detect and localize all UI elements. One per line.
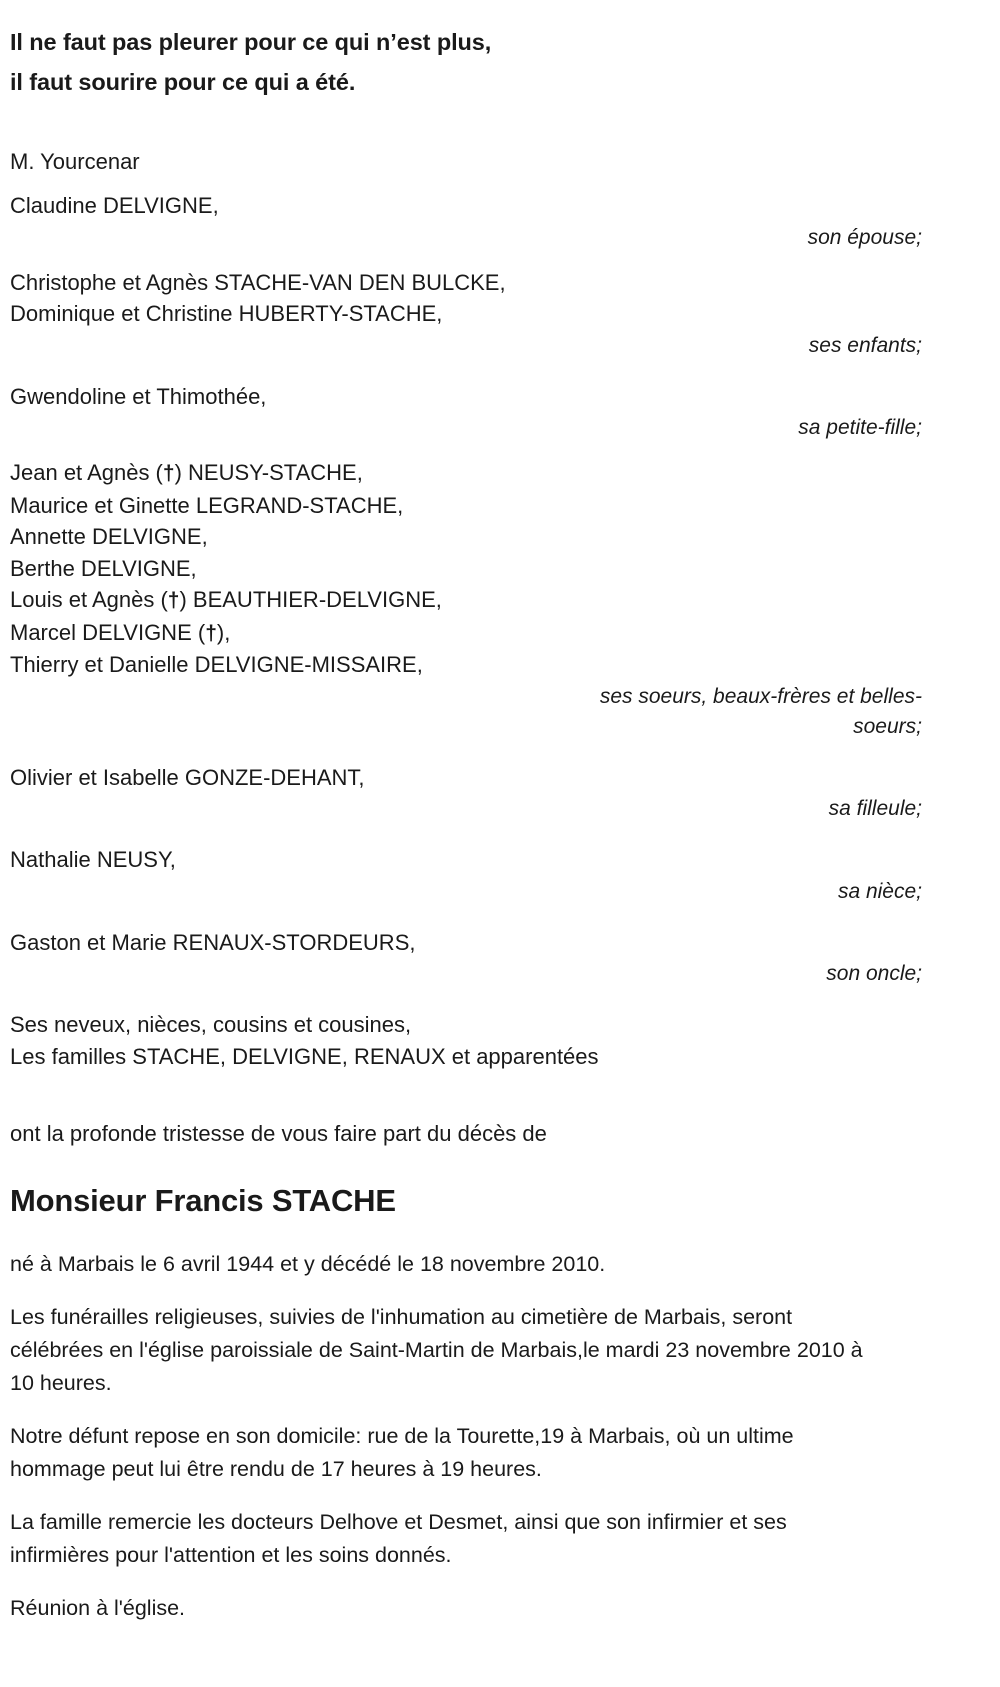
dagger-icon: †	[205, 621, 217, 645]
roster-name-line: Louis et Agnès (†) BEAUTHIER-DELVIGNE,	[10, 587, 442, 612]
roster-names	[10, 844, 650, 876]
roster-spacer	[10, 828, 922, 844]
roster-name-line: Marcel DELVIGNE (†),	[10, 619, 231, 645]
roster-spacer	[10, 746, 922, 762]
roster-spacer	[10, 365, 922, 381]
roster-group	[10, 457, 922, 742]
epigraph-block	[10, 10, 922, 178]
roster-names	[10, 190, 650, 222]
birth-death-dates: né à Marbais le 6 avril 1944 et y décédé le 18 novembre 2010.	[10, 1252, 606, 1276]
epigraph-line-2: il faut sourire pour ce qui a été.	[10, 69, 356, 95]
roster-group	[10, 762, 922, 825]
roster-name-line: Olivier et Isabelle GONZE-DEHANT,	[10, 764, 365, 790]
roster-spacer	[10, 911, 922, 927]
roster-group	[10, 927, 922, 990]
roster-group	[10, 1009, 922, 1072]
details-block	[10, 1248, 922, 1625]
roster-spacer	[10, 993, 922, 1009]
roster-names	[10, 267, 650, 330]
roster-name-line: Christophe et Agnès STACHE-VAN DEN BULCKE,	[10, 269, 506, 295]
roster-names	[10, 381, 650, 413]
announcement-intro: ont la profonde tristesse de vous faire part du décès de	[10, 1121, 547, 1146]
roster-group	[10, 381, 922, 444]
roster-name-line: Annette DELVIGNE,	[10, 524, 208, 549]
roster-relation-label: sa petite-fille;	[798, 416, 922, 439]
roster-name-line: Thierry et Danielle DELVIGNE-MISSAIRE,	[10, 652, 423, 677]
roster-name-line: Jean et Agnès (†) NEUSY-STACHE,	[10, 460, 363, 485]
visitation-info: Notre défunt repose en son domicile: rue de la Tourette,19 à Marbais, où un ultime hommage peut lui être rendu de 17 heures à 19 heures.	[10, 1424, 800, 1481]
roster-relation-label: ses soeurs, beaux-frères et belles-soeurs;	[599, 684, 922, 738]
roster-name-line: Maurice et Ginette LEGRAND-STACHE,	[10, 492, 404, 518]
roster-group	[10, 190, 922, 253]
funeral-service-info: Les funérailles religieuses, suivies de l'inhumation au cimetière de Marbais, seront célébrées en l'église paroissiale de Saint-Martin de Marbais,le mardi 23 novembre 2010 à 10 heures.	[10, 1305, 869, 1395]
family-roster	[10, 190, 922, 1092]
roster-group	[10, 844, 922, 907]
roster-name-line: Claudine DELVIGNE,	[10, 193, 219, 218]
roster-relation-label: sa filleule;	[828, 797, 922, 820]
roster-names	[10, 762, 650, 794]
roster-name-line: Dominique et Christine HUBERTY-STACHE,	[10, 301, 443, 326]
roster-names	[10, 457, 650, 681]
roster-spacer	[10, 257, 922, 267]
gathering-info: Réunion à l'église.	[10, 1596, 186, 1620]
epigraph-attribution: M. Yourcenar	[10, 149, 140, 174]
roster-names	[10, 927, 650, 959]
roster-name-line: Gaston et Marie RENAUX-STORDEURS,	[10, 929, 416, 955]
dagger-icon: †	[167, 589, 180, 612]
roster-group	[10, 267, 922, 361]
roster-relation-label: son oncle;	[826, 962, 922, 985]
roster-name-line: Berthe DELVIGNE,	[10, 555, 197, 581]
roster-names	[10, 1009, 650, 1072]
roster-spacer	[10, 1076, 922, 1092]
roster-name-line: Nathalie NEUSY,	[10, 847, 176, 872]
roster-relation-label: ses enfants;	[808, 333, 922, 357]
roster-name-line: Gwendoline et Thimothée,	[10, 383, 267, 409]
roster-relation-label: son épouse;	[807, 225, 922, 249]
roster-name-line: Ses neveux, nièces, cousins et cousines,	[10, 1012, 412, 1037]
dagger-icon: †	[162, 462, 175, 485]
epigraph-line-1: Il ne faut pas pleurer pour ce qui n’est plus,	[10, 29, 492, 55]
roster-relation-label: sa nièce;	[837, 879, 922, 903]
roster-name-line: Les familles STACHE, DELVIGNE, RENAUX et apparentées	[10, 1043, 599, 1069]
deceased-name: Monsieur Francis STACHE	[10, 1183, 396, 1218]
family-thanks: La famille remercie les docteurs Delhove et Desmet, ainsi que son infirmier et ses infirmières pour l'attention et les soins donnés.	[10, 1510, 793, 1567]
roster-spacer	[10, 447, 922, 457]
